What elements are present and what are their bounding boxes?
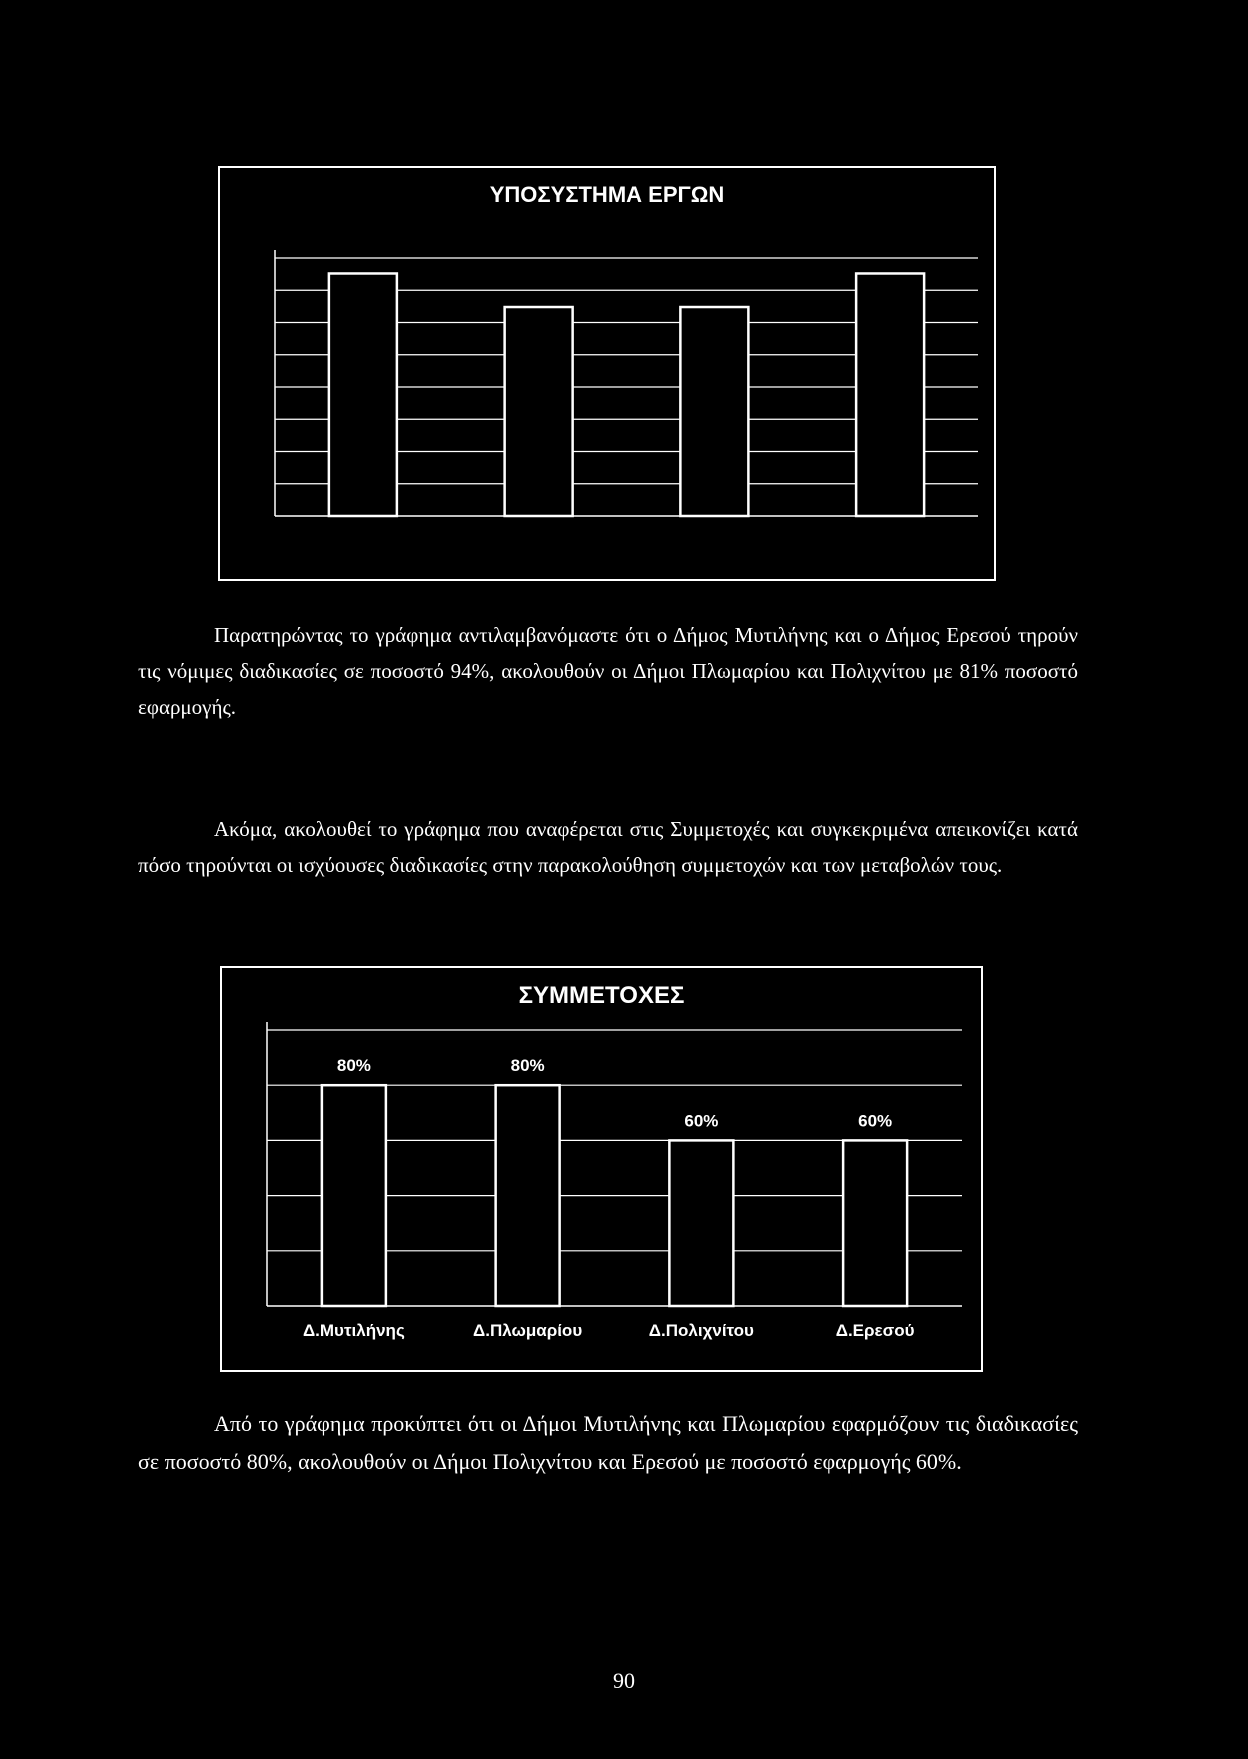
- participations-category-label: Δ.Πολιχνίτου: [648, 1321, 754, 1340]
- participations-data-label: 60%: [858, 1111, 893, 1131]
- paragraph-participations-text: Από το γράφημα προκύπτει ότι οι Δήμοι Μυτιλήνης και Πλωμαρίου εφαρμόζουν τις διαδικασίες σε ποσοστό 80%, ακολουθούν οι Δήμοι Πολιχνίτου και Ερεσού με ποσοστό εφαρμογής 60%.: [138, 1411, 1078, 1474]
- paragraph-participations-intro-text: Ακόμα, ακολουθεί το γράφημα που αναφέρεται στις Συμμετοχές και συγκεκριμένα απεικονίζει κατά πόσο τηρούνται οι ισχύουσες διαδικασίες στην παρακολούθηση συμμετοχών και των μεταβολών τους.: [138, 817, 1078, 877]
- participations-category-label: Δ.Πλωμαρίου: [473, 1321, 583, 1340]
- page-number: 90: [613, 1668, 635, 1693]
- participations-category-label: Δ.Ερεσού: [835, 1321, 915, 1340]
- participations-chart-title: ΣΥΜΜΕΤΟΧΕΣ: [518, 982, 685, 1009]
- works-bar: [856, 273, 924, 516]
- participations-bar: [322, 1085, 386, 1306]
- paragraph-participations-analysis: [138, 1405, 1078, 1481]
- works-bar: [680, 307, 748, 516]
- participations-bar: [669, 1140, 733, 1306]
- participations-category-label: Δ.Μυτιλήνης: [302, 1321, 405, 1340]
- participations-data-label: 80%: [336, 1056, 371, 1076]
- participations-data-label: 60%: [684, 1111, 719, 1131]
- paragraph-works-analysis: [138, 617, 1078, 725]
- participations-chart-plot: [222, 968, 985, 1374]
- participations-chart: [220, 966, 983, 1372]
- works-chart-title: ΥΠΟΣΥΣΤΗΜΑ ΕΡΓΩΝ: [489, 182, 725, 207]
- participations-bar: [843, 1140, 907, 1306]
- works-chart: [218, 166, 996, 581]
- works-bar: [329, 273, 397, 516]
- works-bar: [505, 307, 573, 516]
- paragraph-participations-intro: [138, 811, 1078, 883]
- paragraph-works-text: Παρατηρώντας το γράφημα αντιλαμβανόμαστε ότι ο Δήμος Μυτιλήνης και ο Δήμος Ερεσού τηρούν τις νόμιμες διαδικασίες σε ποσοστό 94%, ακολουθούν οι Δήμοι Πλωμαρίου και Πολιχνίτου με 81% ποσοστό εφαρμογής.: [138, 623, 1078, 719]
- participations-bar: [496, 1085, 560, 1306]
- works-chart-plot: [220, 168, 998, 583]
- participations-data-label: 80%: [510, 1056, 545, 1076]
